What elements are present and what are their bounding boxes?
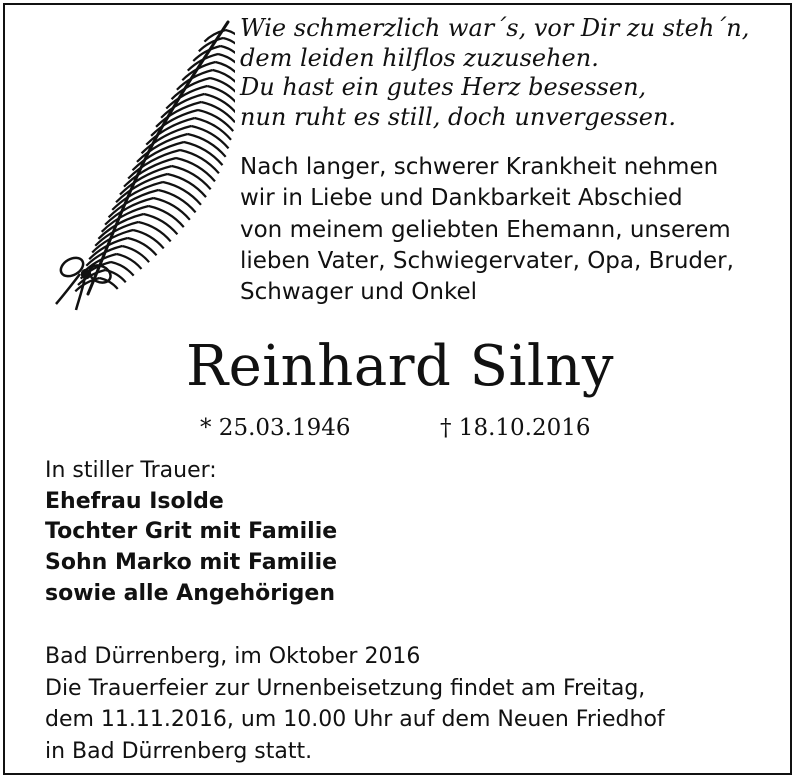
feather-barb bbox=[117, 254, 142, 269]
intro-line: Nach langer, schwerer Krankheit nehmen bbox=[240, 154, 719, 180]
feather-barb bbox=[122, 246, 149, 262]
poem-line: nun ruht es still, doch unvergessen. bbox=[240, 102, 677, 131]
deceased-name: Reinhard Silny bbox=[185, 334, 615, 399]
birth-date: * 25.03.1946 bbox=[200, 415, 351, 441]
place-date: Bad Dürrenberg, im Oktober 2016 bbox=[45, 644, 421, 669]
feather-barb bbox=[128, 238, 157, 255]
funeral-info-line: in Bad Dürrenberg statt. bbox=[45, 738, 313, 764]
poem bbox=[240, 14, 785, 132]
mourners bbox=[45, 456, 785, 610]
mourners-lead: In stiller Trauer: bbox=[45, 458, 217, 483]
funeral-info-line: dem 11.11.2016, um 10.00 Uhr auf dem Neuen Friedhof bbox=[45, 707, 665, 732]
mourner-name: Tochter Grit mit Familie bbox=[45, 519, 338, 545]
death-date: † 18.10.2016 bbox=[440, 415, 591, 441]
poem-line: Du hast ein gutes Herz besessen, bbox=[240, 73, 647, 101]
mourner-name: sowie alle Angehörigen bbox=[45, 580, 336, 606]
funeral-info bbox=[45, 641, 785, 767]
poem-line: dem leiden hilflos zuzusehen. bbox=[240, 43, 599, 72]
intro-text bbox=[240, 152, 785, 308]
feather-with-ribbon-icon bbox=[30, 12, 235, 312]
feather-barb bbox=[133, 230, 164, 248]
poem-line: Wie schmerzlich war´s, vor Dir zu steh´n, bbox=[240, 14, 750, 42]
intro-line: Schwager und Onkel bbox=[240, 279, 478, 306]
funeral-info-line: Die Trauerfeier zur Urnenbeisetzung findet am Freitag, bbox=[45, 675, 646, 701]
intro-line: wir in Liebe und Dankbarkeit Abschied bbox=[240, 185, 683, 212]
intro-line: von meinem geliebten Ehemann, unserem bbox=[240, 216, 731, 243]
mourner-name: Sohn Marko mit Familie bbox=[45, 550, 338, 576]
intro-line: lieben Vater, Schwiegervater, Opa, Bruder, bbox=[240, 247, 734, 274]
mourner-name: Ehefrau Isolde bbox=[45, 488, 224, 514]
